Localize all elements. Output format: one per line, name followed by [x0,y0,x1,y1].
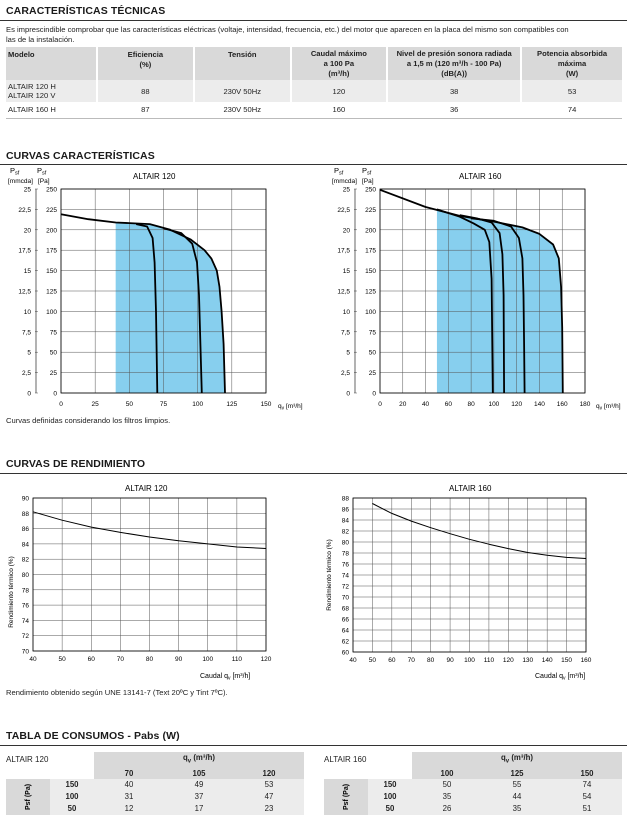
rend120-ytick: 78 [21,587,29,595]
curva160-ytick-pa: 0 [372,390,376,398]
curva120-ytick-pa: 50 [49,349,57,357]
cons160-name: ALTAIR 160 [324,755,367,764]
cons160-cell: 35 [482,803,552,815]
rend160-title: ALTAIR 160 [449,484,492,493]
cons160-cell: 55 [482,779,552,791]
curva160-ytick-mmcda: 10 [342,308,350,316]
curva120-ytick-mmcda: 12,5 [18,288,31,296]
curva160-xlabel: $q_v$ [m³/h] [596,403,621,412]
rend160-xtick: 40 [349,657,357,664]
rend-note: Rendimiento obtenido según UNE 13141-7 (Text 20ºC y Tint 7ºC). [6,688,228,697]
cons120-cell: 12 [94,803,164,815]
curva160-xtick: 40 [421,401,430,408]
rend120-ytick: 84 [21,541,29,549]
rend120-ylabel: Rendimiento térmico (%) [8,556,15,628]
cons160-p-1: 100 [368,791,412,803]
cons120-col-2: 120 [234,768,304,779]
curva160-ytick-pa: 175 [365,247,376,255]
curva160-xtick: 120 [511,401,523,408]
rend160-ytick: 86 [341,506,349,514]
curvas-note: Curvas definidas considerando los filtros limpios. [6,416,171,425]
th-tension-text: Tensión [227,50,257,59]
curva160-ytick-pa: 250 [365,186,376,194]
cons120-col-1: 105 [164,768,234,779]
curva120-ytick-mmcda: 17,5 [18,247,31,255]
rend160-ytick: 68 [341,605,349,613]
tech-header-row [6,47,622,80]
cons120-cell: 49 [164,779,234,791]
curva160-ytick-pa: 100 [365,308,376,316]
th-potencia [521,47,622,80]
cons120-qrow [6,752,304,768]
rend120-xtick: 110 [231,656,243,663]
curva120-ytick-pa: 150 [46,268,57,276]
curva120-ytick-pa: 0 [53,390,57,398]
td-caudal-120: 120 [291,80,388,102]
curva120-xtick: 100 [192,401,204,408]
cons160-psf-label-cell [324,779,368,815]
curva160-ytick-pa: 150 [365,268,376,276]
curva160-y1-label: $P_{sf}$ [334,166,344,177]
curva160-ytick-mmcda: 5 [346,349,350,357]
th-eficiencia-1: Eficiencia [127,50,164,59]
cons160-cell: 44 [482,791,552,803]
cons120-cell: 53 [234,779,304,791]
rend120-chart [22,496,272,664]
curva120-axis-titles [8,166,50,185]
curva120-operating-region [116,222,225,393]
th-ruido-2: a 1,5 m (120 m³/h - 100 Pa) [406,58,502,68]
rend160-xtick: 90 [446,657,454,664]
curva120-xtick: 0 [59,401,63,408]
rend-svg [0,474,627,688]
curva160-xtick: 160 [556,401,568,408]
rend120-ytick: 90 [21,495,29,503]
curva120-title: ALTAIR 120 [133,172,176,181]
td-eficiencia-160: 87 [97,102,194,116]
rend120-xlabel: Caudal $q_v$ [m³/h] [200,673,251,682]
th-eficiencia [97,47,194,80]
rend120-xtick: 100 [202,656,214,663]
cons120-row [6,791,304,803]
th-modelo-text: Modelo [8,50,35,59]
cons120-cell: 17 [164,803,234,815]
tech-section-rule [0,20,627,21]
th-caudal-2: a 100 Pa [323,58,355,68]
tech-row-160 [6,102,622,116]
curva120-ytick-mmcda: 25 [23,186,31,194]
curva120-ytick-pa: 225 [46,206,57,214]
cons160-cell: 74 [552,779,622,791]
curva160-axis-titles [332,166,374,185]
curva120-ytick-pa: 250 [46,186,57,194]
curva120-xtick: 25 [91,401,99,408]
td-eficiencia-120: 88 [97,80,194,102]
tech-intro [6,25,622,45]
rend120-xtick: 70 [116,656,124,663]
curva120-ytick-mmcda: 10 [23,308,31,316]
cons120-row [6,803,304,815]
svg-text:Psf (Pa): Psf (Pa) [25,783,32,810]
curva120-ytick-pa: 175 [46,247,57,255]
td-ruido-120: 38 [387,80,521,102]
rend160-ytick: 78 [341,550,349,558]
td-modelo-120 [6,80,97,102]
rend160-xtick: 100 [464,657,475,664]
consumos-section-rule [0,745,627,746]
cons120-colrow [6,768,304,779]
curva160-title: ALTAIR 160 [459,172,502,181]
cons120-row [6,779,304,791]
rend160-ytick: 74 [341,572,349,580]
td-caudal-160: 160 [291,102,388,116]
th-ruido-1: Nivel de presión sonora radiada [396,48,512,58]
curva160-ytick-pa: 25 [368,370,376,378]
cons160-cell: 26 [412,803,482,815]
rend160-xtick: 150 [561,657,573,664]
rend160-xtick: 160 [580,657,592,664]
rend120-xtick: 40 [29,656,37,663]
curvas-section-title: CURVAS CARACTERÍSTICAS [6,150,155,162]
rend160-ytick: 70 [341,594,349,602]
curva160-ytick-mmcda: 15 [342,268,350,276]
tech-intro-line-2: las de la instalación. [6,35,75,44]
cons160-row [324,779,622,791]
th-ruido [387,47,521,80]
rend160-ytick: 62 [341,638,349,646]
curvas-svg [0,164,627,434]
curva160-xtick: 60 [444,401,452,408]
rend160-ytick: 88 [341,495,349,503]
th-caudal-1: Caudal máximo [310,48,367,58]
curva160-y2-unit: [Pa] [362,178,374,185]
rend160-ytick: 66 [341,616,349,624]
rend160-ytick: 80 [341,539,349,547]
cons160-p-2: 50 [368,803,412,815]
curva160-xtick: 0 [378,401,382,408]
curva120-ytick-mmcda: 15 [23,268,31,276]
rend160-xtick: 70 [407,657,415,664]
curva160-xtick: 80 [467,401,475,408]
curva120-ytick-pa: 25 [49,370,57,378]
rend120-ytick: 88 [21,510,29,518]
curva120-ytick-pa: 125 [46,288,57,296]
th-potencia-3: (W) [565,68,579,78]
cons160-row [324,803,622,815]
curva160-ytick-mmcda: 25 [342,186,350,194]
cons160-cell: 51 [552,803,622,815]
cons160-p-0: 150 [368,779,412,791]
rend160-xtick: 120 [502,657,514,664]
curva120-ytick-mmcda: 20 [23,227,31,235]
rend120-ytick: 76 [21,602,29,610]
curva160-xtick: 20 [399,401,407,408]
curva120-y2-label: $P_{sf}$ [37,166,47,177]
curva160-ytick-pa: 225 [365,206,376,214]
rend120-ytick: 80 [21,572,29,579]
curva160-chart [337,187,590,409]
th-caudal [291,47,388,80]
cons120-cell: 47 [234,791,304,803]
cons120-table [6,752,304,815]
curva120-xtick: 75 [159,401,168,408]
cons160-cell: 35 [412,791,482,803]
rend160-ytick: 64 [341,627,349,635]
cons120-cell: 31 [94,791,164,803]
curva120-ytick-mmcda: 7,5 [21,329,31,337]
cons160-qrow [324,752,622,768]
tech-table-bottom-rule [6,118,622,119]
consumos-section-title: TABLA DE CONSUMOS - Pabs (W) [6,730,180,742]
curva120-xtick: 50 [125,401,133,408]
td-potencia-160: 74 [567,104,577,114]
rend120-xtick: 80 [145,656,154,663]
rend120-xtick: 50 [58,656,66,663]
tech-row-120 [6,80,622,102]
curva160-ytick-mmcda: 22,5 [337,206,350,214]
th-modelo [6,47,97,80]
tech-spec-table [6,47,622,116]
rend160-xtick: 60 [388,657,396,664]
curva160-ytick-mmcda: 7,5 [340,329,350,337]
curva160-xtick: 100 [488,401,500,408]
cons120-col-0: 70 [94,768,164,779]
cons160-colrow [324,768,622,779]
curva120-y1-unit: [mmcda] [8,178,33,185]
curva160-xtick: 140 [534,401,545,408]
rend160-chart [342,496,592,665]
cons160-row [324,791,622,803]
curva160-ytick-mmcda: 12,5 [337,288,350,296]
curva120-xtick: 125 [226,401,238,408]
curva160-ytick-mmcda: 20 [342,227,350,235]
cons160-col-2: 150 [552,768,622,779]
rend120-ytick: 82 [21,556,29,564]
curva160-ytick-pa: 75 [368,329,376,337]
td-tension-160: 230V 50Hz [194,102,291,116]
cons160-psf-label [340,779,352,812]
curva160-xtick: 180 [579,401,591,408]
cons120-cell: 40 [94,779,164,791]
td-modelo-160: ALTAIR 160 H [6,102,97,116]
cons120-p-1: 100 [50,791,94,803]
cons120-psf-label-cell [6,779,50,815]
th-tension [194,47,291,80]
th-potencia-1: Potencia absorbida [537,48,608,58]
curva160-y2-label: $P_{sf}$ [362,166,372,177]
curva120-ytick-mmcda: 5 [27,349,31,357]
curva120-y1-label: $P_{sf}$ [10,166,20,177]
curva120-xlabel: $q_v$ [m³/h] [278,403,303,412]
rend160-ylabel: Rendimiento térmico (%) [326,539,333,611]
curva120-ytick-mmcda: 0 [27,390,31,398]
curva120-ytick-pa: 200 [46,227,57,235]
cons160-cell: 50 [412,779,482,791]
cons120-psf-label [22,779,34,812]
curva160-ytick-mmcda: 2,5 [340,370,350,378]
td-modelo-120v: ALTAIR 120 V [8,91,56,100]
rend160-xtick: 130 [522,657,534,664]
cons120-name: ALTAIR 120 [6,755,49,764]
rend160-xtick: 140 [541,657,553,664]
rend160-ytick: 76 [341,561,349,569]
tech-intro-line-1: Es imprescindible comprobar que las características eléctricas (voltaje, intensidad, frecuencia, etc.) del motor que aparecen en la placa del mismo son compatibles con [6,25,569,34]
rend160-xtick: 80 [427,657,435,664]
rend120-title: ALTAIR 120 [125,484,168,493]
rend160-xlabel: Caudal $q_v$ [m³/h] [535,673,586,682]
th-ruido-3: (dB(A)) [441,68,468,78]
td-potencia-120: 53 [521,80,622,102]
curva120-y2-unit: [Pa] [38,178,50,185]
rend160-xtick: 110 [483,657,495,664]
rend120-ytick: 70 [21,648,29,656]
cons120-q-header: $q_v$ (m³/h) [94,752,304,768]
th-potencia-2: máxima [557,58,587,68]
curva160-ytick-pa: 50 [368,349,376,357]
rend120-ytick: 72 [21,633,29,641]
th-eficiencia-2: (%) [139,60,152,69]
cons160-q-header: $q_v$ (m³/h) [412,752,622,768]
cons160-col-0: 100 [412,768,482,779]
cons120-p-0: 150 [50,779,94,791]
rend120-xtick: 60 [87,656,95,663]
cons160-col-1: 125 [482,768,552,779]
rend120-xtick: 90 [175,656,183,663]
rend160-ytick: 82 [341,528,349,536]
cons120-p-2: 50 [50,803,94,815]
curva120-chart [18,187,271,409]
rend160-ytick: 84 [341,517,349,525]
curva120-ytick-mmcda: 22,5 [18,206,31,214]
tech-section-title: CARACTERÍSTICAS TÉCNICAS [6,5,166,17]
curva120-ytick-pa: 100 [46,308,57,316]
curva160-y1-unit: [mmcda] [332,178,357,185]
td-tension-120: 230V 50Hz [194,80,291,102]
th-caudal-3: (m³/h) [328,68,350,78]
td-modelo-120h: ALTAIR 120 H [8,82,56,91]
svg-text:Psf (Pa): Psf (Pa) [343,783,350,810]
rend160-ytick: 72 [341,583,349,591]
rend-section-title: CURVAS DE RENDIMIENTO [6,458,146,470]
curva120-ytick-mmcda: 2,5 [21,370,31,378]
rend120-xtick: 120 [260,656,272,663]
cons160-table [324,752,622,815]
curva160-ytick-pa: 125 [365,288,376,296]
td-ruido-160: 36 [387,102,521,116]
cons120-cell: 37 [164,791,234,803]
curva160-ytick-mmcda: 0 [346,390,350,398]
rend160-xtick: 50 [368,657,377,664]
curva160-ytick-mmcda: 17,5 [337,247,350,255]
rend120-ytick: 86 [21,526,29,534]
curva160-ytick-pa: 200 [365,227,376,235]
cons120-cell: 23 [234,803,304,815]
curva120-ytick-pa: 75 [49,329,57,337]
rend160-ytick: 60 [341,649,349,657]
rend120-ytick: 74 [21,617,29,625]
cons160-cell: 54 [552,791,622,803]
curva120-xtick: 150 [260,401,272,408]
